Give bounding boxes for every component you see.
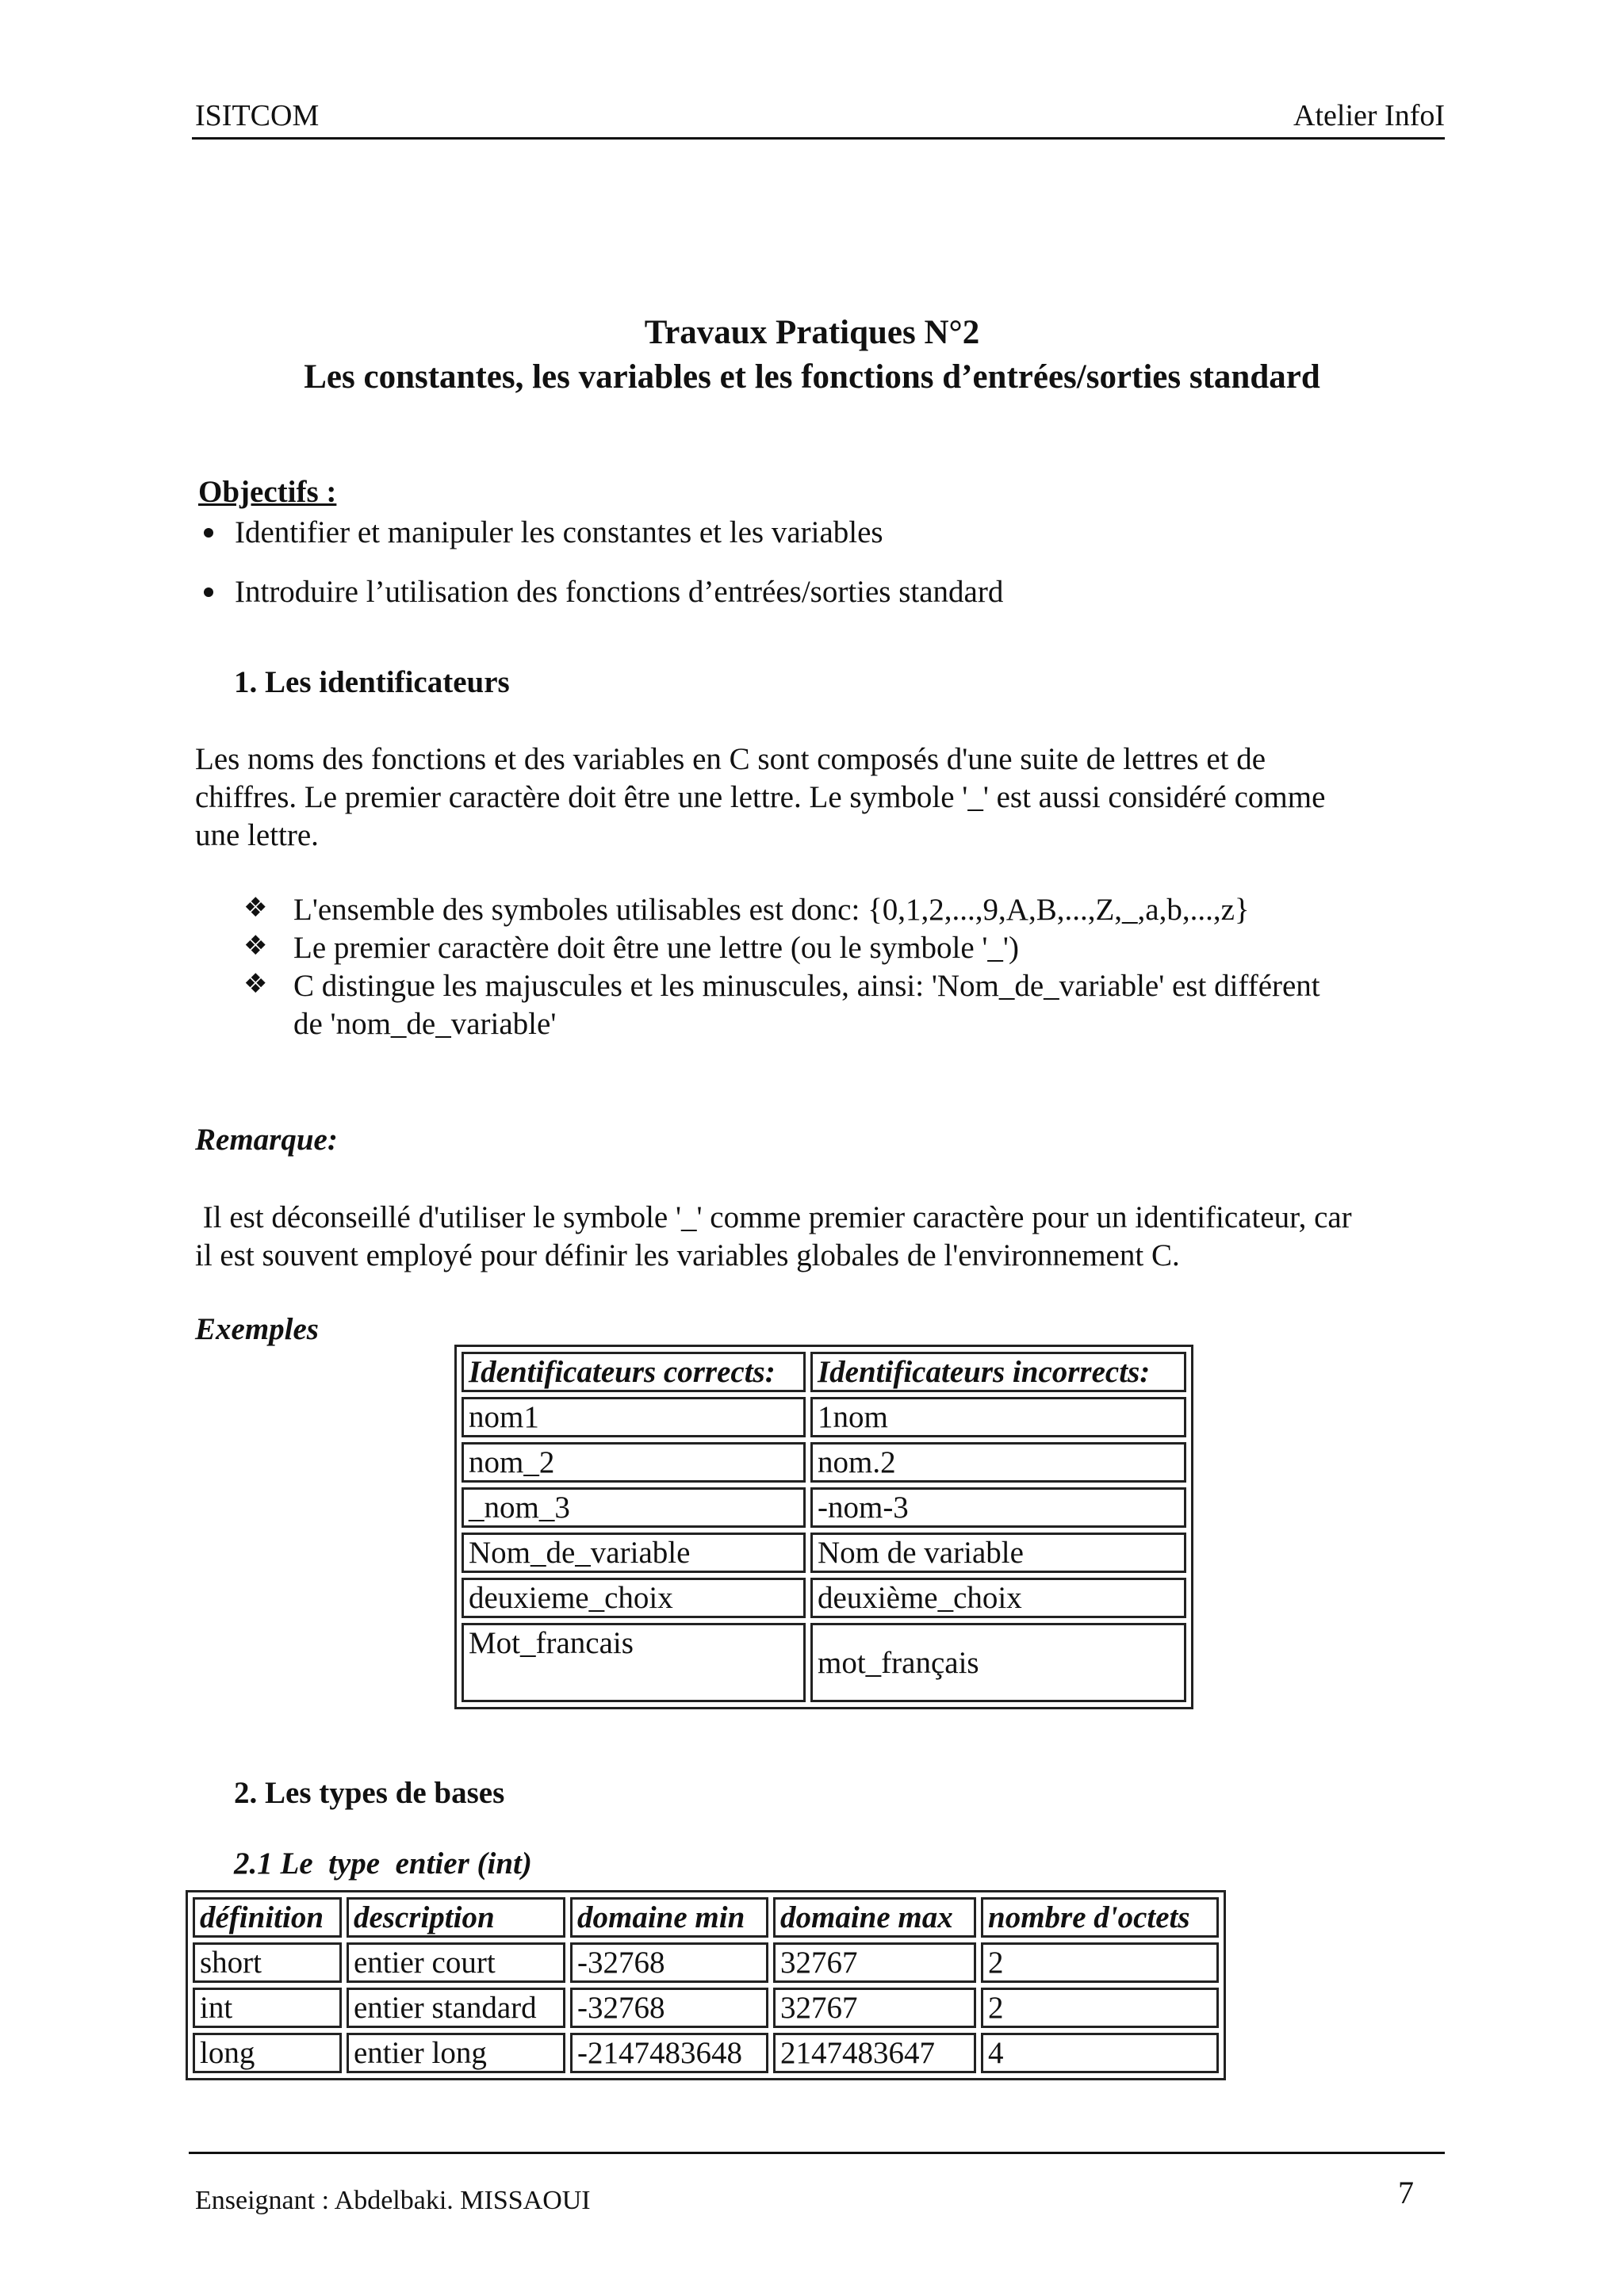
table-header-cell: description — [347, 1897, 565, 1938]
remark-heading: Remarque: — [195, 1123, 338, 1157]
table-header-cell: nombre d'octets — [981, 1897, 1219, 1938]
table-cell: 32767 — [773, 1988, 976, 2028]
table-cell: nom1 — [462, 1397, 806, 1437]
table-cell: _nom_3 — [462, 1487, 806, 1528]
table-header-row — [462, 1352, 1186, 1392]
table-cell: long — [193, 2033, 342, 2073]
table-header-cell: définition — [193, 1897, 342, 1938]
section1-heading: 1. Les identificateurs — [234, 665, 510, 699]
table-cell: short — [193, 1942, 342, 1983]
remark-line: Il est déconseillé d'utiliser le symbole '_' comme premier caractère pour un identificateur, car — [195, 1200, 1352, 1234]
section1-bullet: Le premier caractère doit être une lettre (ou le symbole '_') — [293, 931, 1019, 965]
diamond-bullet-icon: ❖ — [243, 930, 268, 962]
section2-subheading: 2.1 Le type entier (int) — [234, 1846, 532, 1881]
table-row — [193, 2033, 1219, 2073]
table-row — [462, 1578, 1186, 1618]
table-cell: 2 — [981, 1988, 1219, 2028]
table-cell: deuxième_choix — [810, 1578, 1186, 1618]
section1-para-line: Les noms des fonctions et des variables en C sont composés d'une suite de lettres et de — [195, 742, 1266, 776]
table-header-cell: domaine min — [570, 1897, 768, 1938]
table-cell: -32768 — [570, 1942, 768, 1983]
title-line-2: Les constantes, les variables et les fonctions d’entrées/sorties standard — [304, 358, 1320, 396]
table-row — [193, 1942, 1219, 1983]
bullet-dot-icon — [204, 528, 213, 538]
objective-item: Introduire l’utilisation des fonctions d’entrées/sorties standard — [235, 575, 1004, 609]
table-row — [462, 1487, 1186, 1528]
bullet-dot-icon — [204, 587, 213, 597]
footer-rule — [189, 2152, 1445, 2154]
table-cell: -32768 — [570, 1988, 768, 2028]
table-cell: 1nom — [810, 1397, 1186, 1437]
table-header-row — [193, 1897, 1219, 1938]
table-header-cell: Identificateurs incorrects: — [810, 1352, 1186, 1392]
table-header-cell: Identificateurs corrects: — [462, 1352, 806, 1392]
identifiers-table — [454, 1345, 1193, 1709]
table-cell: Nom_de_variable — [462, 1533, 806, 1573]
section1-para-line: chiffres. Le premier caractère doit être une lettre. Le symbole '_' est aussi considéré comme — [195, 780, 1326, 814]
table-cell: -nom-3 — [810, 1487, 1186, 1528]
int-types-table — [186, 1890, 1226, 2080]
table-cell: 2 — [981, 1942, 1219, 1983]
diamond-bullet-icon: ❖ — [243, 892, 268, 924]
section2-heading: 2. Les types de bases — [234, 1776, 505, 1810]
section1-bullet: C distingue les majuscules et les minuscules, ainsi: 'Nom_de_variable' est différent — [293, 969, 1320, 1003]
header-right: Atelier InfoI — [1293, 99, 1445, 132]
examples-heading: Exemples — [195, 1312, 319, 1346]
table-row — [193, 1988, 1219, 2028]
table-cell: 32767 — [773, 1942, 976, 1983]
footer-teacher: Enseignant : Abdelbaki. MISSAOUI — [195, 2186, 591, 2215]
table-cell: entier court — [347, 1942, 565, 1983]
table-cell: int — [193, 1988, 342, 2028]
header-left: ISITCOM — [195, 99, 320, 132]
table-cell: 4 — [981, 2033, 1219, 2073]
table-cell: mot_français — [810, 1623, 1186, 1702]
section1-bullet: L'ensemble des symboles utilisables est donc: {0,1,2,...,9,A,B,...,Z,_,a,b,...,z} — [293, 893, 1250, 927]
table-cell: nom_2 — [462, 1442, 806, 1483]
page-number: 7 — [1398, 2175, 1414, 2210]
objective-item: Identifier et manipuler les constantes et les variables — [235, 515, 883, 549]
table-cell: entier standard — [347, 1988, 565, 2028]
table-row — [462, 1623, 1186, 1702]
table-cell: Mot_francais — [462, 1623, 806, 1702]
table-cell: entier long — [347, 2033, 565, 2073]
table-header-cell: domaine max — [773, 1897, 976, 1938]
table-cell: nom.2 — [810, 1442, 1186, 1483]
table-row — [462, 1442, 1186, 1483]
table-cell: Nom de variable — [810, 1533, 1186, 1573]
section1-bullet-continuation: de 'nom_de_variable' — [293, 1007, 557, 1041]
table-cell: 2147483647 — [773, 2033, 976, 2073]
diamond-bullet-icon: ❖ — [243, 968, 268, 1000]
table-cell: -2147483648 — [570, 2033, 768, 2073]
section1-para-line: une lettre. — [195, 818, 319, 852]
remark-line: il est souvent employé pour définir les variables globales de l'environnement C. — [195, 1238, 1180, 1272]
table-row — [462, 1397, 1186, 1437]
header-rule — [192, 137, 1445, 140]
table-row — [462, 1533, 1186, 1573]
objectives-heading: Objectifs : — [198, 475, 337, 509]
title-line-1: Travaux Pratiques N°2 — [644, 314, 980, 351]
table-cell: deuxieme_choix — [462, 1578, 806, 1618]
